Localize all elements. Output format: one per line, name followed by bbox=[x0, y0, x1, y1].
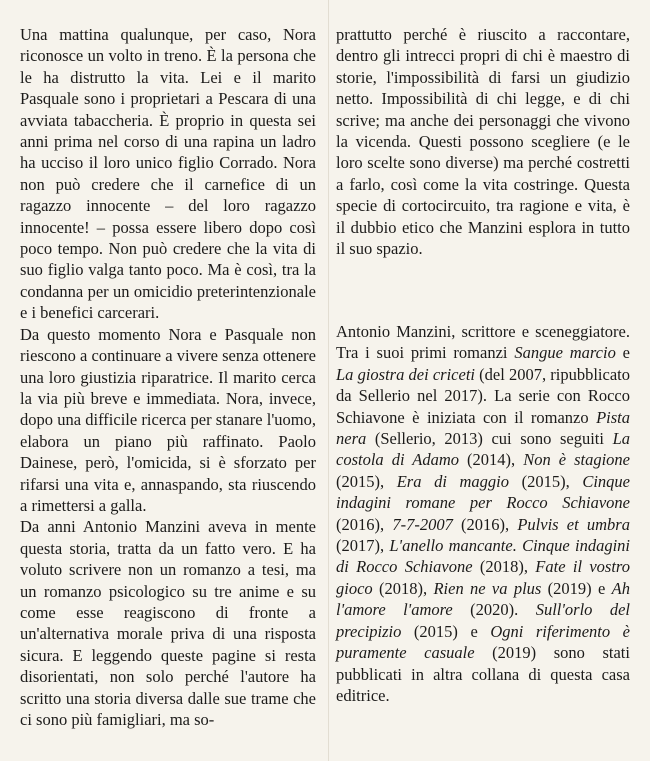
book-title: Rien ne va plus bbox=[433, 578, 542, 598]
synopsis-column-right bbox=[336, 24, 630, 259]
book-title: La giostra dei criceti bbox=[336, 364, 475, 384]
book-title: Pista nera bbox=[336, 407, 630, 449]
book-title: La costola di Adamo bbox=[336, 429, 630, 470]
book-title: Ah l'amore l'amore bbox=[336, 578, 630, 620]
synopsis-paragraph-4: prattutto perché è riuscito a raccontare, dentro gli intrecci propri di chi è maestro di storie, l'impossibilità di farsi un giudizio netto. Impossibilità di chi legge, e di chi scrive; ma anche dei personaggi che vivono la vicenda. Questi possono scegliere (e le loro scelte sono diverse) ma perché costretti a farlo, così come la vita costringe. Questa specie di cortocircuito, tra ragione e vita, è il dubbio etico che Manzini esplora in tutto il suo spazio. bbox=[336, 25, 630, 259]
synopsis-paragraph-2: Da questo momento Nora e Pasquale non riescono a continuare a vivere senza ottenere una loro giustizia riparatrice. Il marito cerca la via più breve e immediata. Nora, invece, dopo una difficile ricerca per stanare l'uomo, elabora un piano più raffinato. Paolo Dainese, però, l'omicida, si è sforzato per rifarsi una vita e, annaspando, sta riuscendo a rimettersi a galla. bbox=[20, 324, 316, 515]
page-fold bbox=[328, 0, 329, 761]
book-title: Ogni riferimento è puramente casuale bbox=[336, 621, 630, 663]
book-title: Pulvis et umbra bbox=[517, 514, 630, 534]
author-bio bbox=[336, 321, 630, 706]
author-bio-text: Antonio Manzini, scrittore e sceneggiatore. Tra i suoi primi romanzi Sangue marcio e La giostra dei criceti (del 2007, ripubblicato da Sellerio nel 2017). La serie con Rocco Schiavone è iniziata con il romanzo Pista nera (Sellerio, 2013) cui sono seguiti La costola di Adamo (2014), Non è stagione (2015), Era di maggio (2015), Cinque indagini romane per Rocco Schiavone (2016), 7-7-2007 (2016), Pulvis et umbra (2017), L'anello mancante. Cinque indagini di Rocco Schiavone (2018), Fate il vostro gioco (2018), Rien ne va plus (2019) e Ah l'amore l'amore (2020). Sull'orlo del precipizio (2015) e Ogni riferimento è puramente casuale (2019) sono stati pubblicati in altra collana di questa casa editrice. bbox=[336, 322, 630, 705]
synopsis-paragraph-3: Da anni Antonio Manzini aveva in mente questa storia, tratta da un fatto vero. E ha voluto scrivere non un romanzo a tesi, ma un romanzo psicologico su tre anime e su come esse reagiscono di fronte a un'alternativa morale priva di una risposta sicura. E leggendo queste pagine si resta disorientati, non solo perché l'autore ha scritto una storia diversa dalle sue trame che ci sono più famigliari, ma so- bbox=[20, 517, 316, 729]
book-title: Sangue marcio bbox=[514, 343, 616, 363]
synopsis-column-left bbox=[20, 24, 316, 730]
synopsis-paragraph-1: Una mattina qualunque, per caso, Nora riconosce un volto in treno. È la persona che le ha distrutto la vita. Lei e il marito Pasquale sono i proprietari a Pescara di una avviata tabaccheria. È proprio in questa sei anni prima nel corso di una rapina un ladro ha ucciso il loro unico figlio Corrado. Nora non può credere che il carnefice di un ragazzo innocente – del loro ragazzo innocente! – possa essere libero dopo così poco tempo. Non può credere che la vita di suo figlio valga tanto poco. Ma è così, tra la condanna per un omicidio preterintenzionale e i benefici carcerari. bbox=[20, 25, 316, 323]
book-title: Fate il vostro gioco bbox=[336, 557, 630, 598]
book-title: Non è stagione bbox=[523, 450, 630, 470]
book-title: 7-7-2007 bbox=[392, 514, 453, 534]
book-title: Era di maggio bbox=[396, 471, 509, 491]
book-title: Sull'orlo del precipizio bbox=[336, 600, 630, 641]
book-title: L'anello mancante. Cinque indagini di Rocco Schiavone bbox=[336, 536, 630, 577]
book-title: Cinque indagini romane per Rocco Schiavone bbox=[336, 471, 630, 513]
